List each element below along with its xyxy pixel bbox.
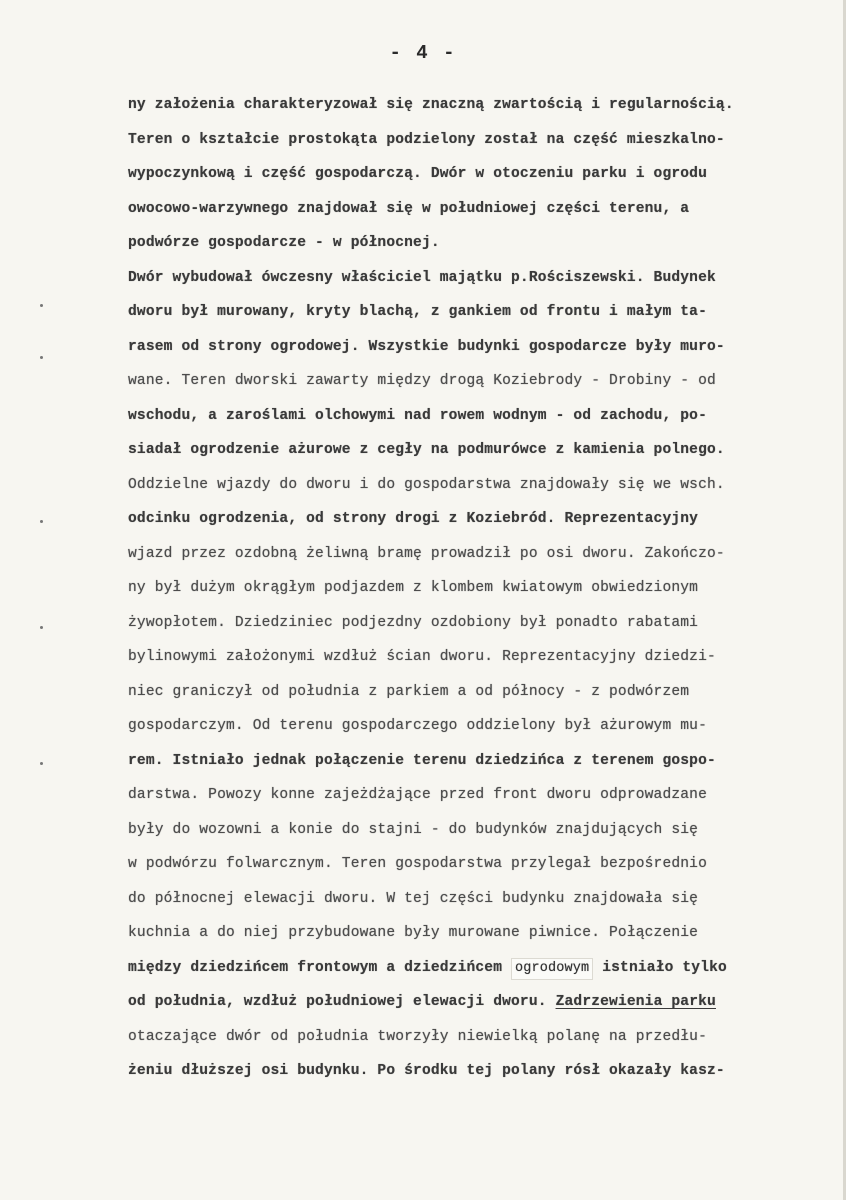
text-line: wane. Teren dworski zawarty między drogą Koziebrody - Drobiny - od xyxy=(128,373,716,389)
text-line: darstwa. Powozy konne zajeżdżające przed front dworu odprowadzane xyxy=(128,787,707,803)
margin-dot xyxy=(40,762,43,765)
text-line: podwórze gospodarcze - w północnej. xyxy=(128,235,440,251)
margin-dot xyxy=(40,304,43,307)
body-text xyxy=(128,88,818,1089)
pasted-word-note: ogrodowym xyxy=(511,958,593,980)
text-line: Teren o kształcie prostokąta podzielony został na część mieszkalno- xyxy=(128,131,725,148)
page-number: - 4 - xyxy=(389,42,457,64)
text-line: były do wozowni a konie do stajni - do budynków znajdujących się xyxy=(128,821,699,838)
text-line: ny był dużym okrągłym podjazdem z klombem kwiatowym obwiedzionym xyxy=(128,580,699,596)
margin-dot xyxy=(40,626,43,629)
margin-dot xyxy=(40,356,43,359)
text-line: w podwórzu folwarcznym. Teren gospodarstwa przylegał bezpośrednio xyxy=(128,856,707,872)
underlined-phrase: Zadrzewienia parku xyxy=(555,994,716,1010)
text-line: wjazd przez ozdobną żeliwną bramę prowadził po osi dworu. Zakończo- xyxy=(128,545,725,562)
text-line xyxy=(128,985,818,1020)
text-line: Oddzielne wjazdy do dworu i do gospodarstwa znajdowały się we wsch. xyxy=(128,476,725,493)
text-line: wypoczynkową i część gospodarczą. Dwór w otoczeniu parku i ogrodu xyxy=(128,166,707,182)
text-line: rem. Istniało jednak połączenie terenu dziedzińca z terenem gospo- xyxy=(128,752,716,769)
text-line: Dwór wybudował ówczesny właściciel majątku p.Rościszewski. Budynek xyxy=(128,269,716,286)
text-line: wschodu, a zaroślami olchowymi nad rowem wodnym - od zachodu, po- xyxy=(128,407,707,424)
text-line: otaczające dwór od południa tworzyły niewielką polanę na przedłu- xyxy=(128,1028,707,1045)
text-line: żeniu dłuższej osi budynku. Po środku tej polany rósł okazały kasz- xyxy=(128,1063,725,1079)
text-line: dworu był murowany, kryty blachą, z gankiem od frontu i małym ta- xyxy=(128,304,707,320)
text-line: siadał ogrodzenie ażurowe z cegły na podmurówce z kamienia polnego. xyxy=(128,442,725,458)
text-line: do północnej elewacji dworu. W tej części budynku znajdowała się xyxy=(128,890,699,907)
text-line: owocowo-warzywnego znajdował się w południowej części terenu, a xyxy=(128,200,690,217)
margin-dot xyxy=(40,520,43,523)
text-line: odcinku ogrodzenia, od strony drogi z Koziebród. Reprezentacyjny xyxy=(128,511,699,527)
text-line: gospodarczym. Od terenu gospodarczego oddzielony był ażurowym mu- xyxy=(128,718,707,734)
text-fragment: od południa, wzdłuż południowej elewacji dworu. xyxy=(128,994,547,1010)
text-line xyxy=(128,951,818,986)
text-line: niec graniczył od południa z parkiem a od północy - z podwórzem xyxy=(128,683,690,700)
text-line: żywopłotem. Dziedziniec podjezdny ozdobiony był ponadto rabatami xyxy=(128,614,699,631)
text-fragment: istniało tylko xyxy=(593,959,727,976)
text-fragment: między dziedzińcem frontowym a dziedzińcem xyxy=(128,959,503,976)
text-line: ny założenia charakteryzował się znaczną zwartością i regularnością. xyxy=(128,97,734,113)
text-line: bylinowymi założonymi wzdłuż ścian dworu. Reprezentacyjny dziedzi- xyxy=(128,649,716,665)
text-line: kuchnia a do niej przybudowane były murowane piwnice. Połączenie xyxy=(128,925,699,941)
text-line: rasem od strony ogrodowej. Wszystkie budynki gospodarcze były muro- xyxy=(128,338,725,355)
